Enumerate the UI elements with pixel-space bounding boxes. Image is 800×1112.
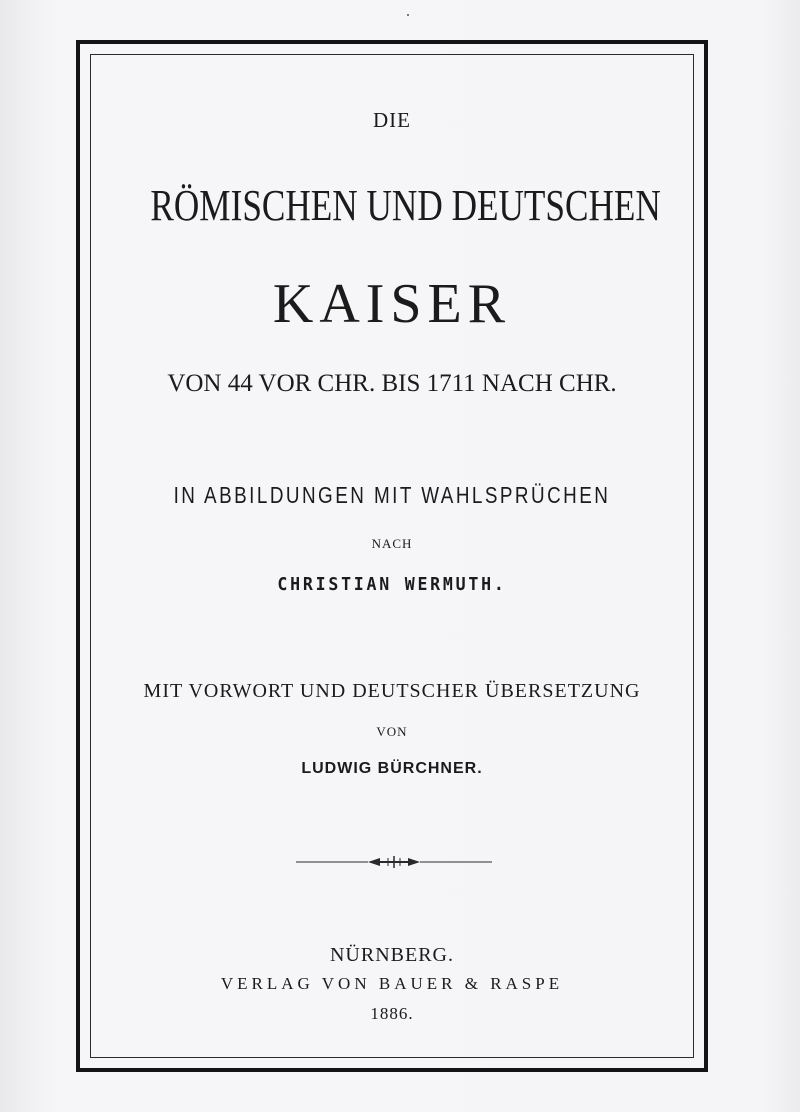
ornamental-rule-icon <box>296 854 492 870</box>
title-main: RÖMISCHEN UND DEUTSCHEN <box>150 181 661 230</box>
subtitle-illustrations: IN ABBILDUNGEN MIT WAHLSPRÜCHEN <box>173 482 611 508</box>
imprint-year: 1886. <box>370 1004 414 1023</box>
subtitle-nach: NACH <box>371 536 413 551</box>
author-name: CHRISTIAN WERMUTH. <box>277 574 507 595</box>
imprint-publisher: VERLAG VON BAUER & RASPE <box>220 974 564 993</box>
paper-speck <box>407 14 409 16</box>
translator-name: LUDWIG BÜRCHNER. <box>301 760 483 777</box>
title-kaiser: KAISER <box>272 273 512 335</box>
preface-line: MIT VORWORT UND DEUTSCHER ÜBERSETZUNG <box>143 680 641 702</box>
preface-von: VON <box>376 724 408 739</box>
title-period: VON 44 VOR CHR. BIS 1711 NACH CHR. <box>167 370 617 397</box>
title-die: DIE <box>373 108 411 132</box>
imprint-city: NÜRNBERG. <box>329 944 454 966</box>
